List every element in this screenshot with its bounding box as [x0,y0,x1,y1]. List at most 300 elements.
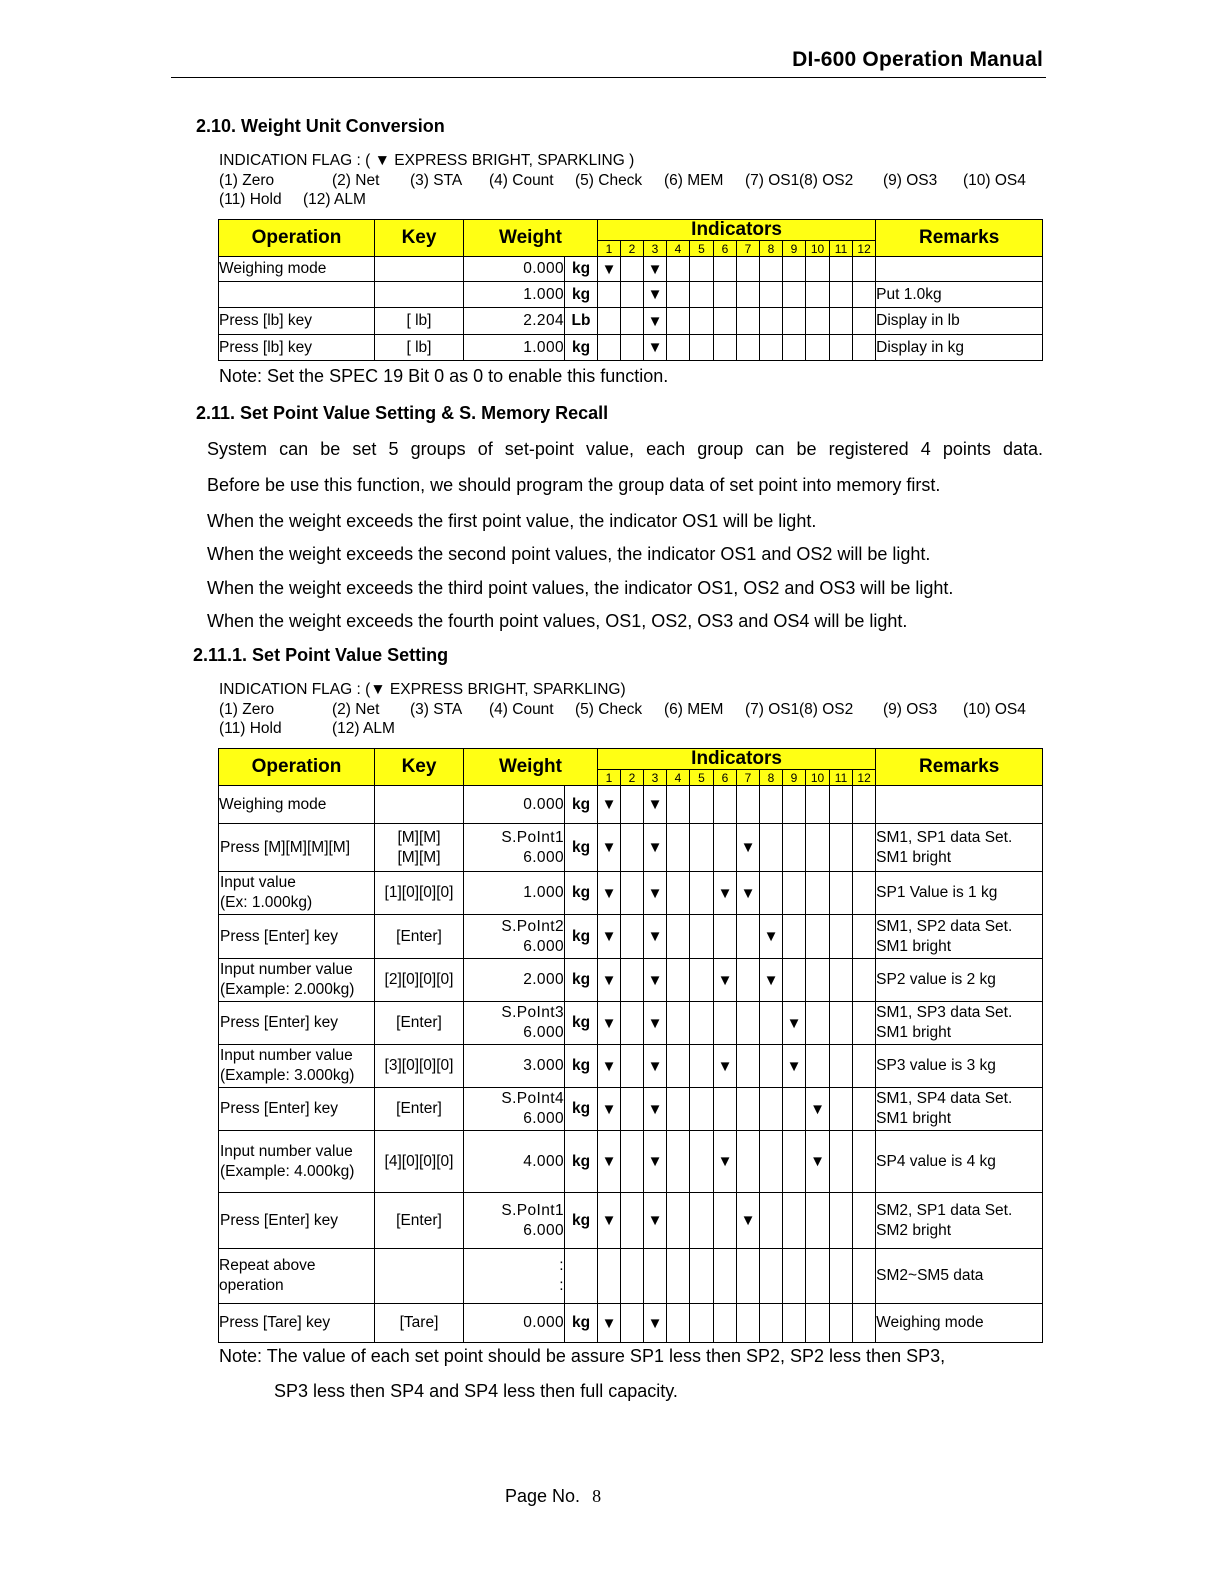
indicator-flag-icon: ▼ [601,1212,617,1229]
indicator-cell [714,1131,737,1193]
indicator-cell [830,959,853,1002]
key-cell-line: [Enter] [396,1100,442,1117]
key-cell-line: [ lb] [406,338,432,356]
operation-cell-line: Press [M][M][M][M] [220,838,351,856]
key-cell-line: [Enter] [396,1014,442,1031]
indicator-cell [667,824,690,872]
indicator-cell [853,282,876,308]
indicator-cell [690,335,714,361]
indicator-cell [621,1002,644,1045]
weight-cell [464,1088,565,1131]
indicator-cell [690,282,714,308]
indicator-cell [644,915,667,959]
weight-cell [464,1131,565,1193]
remarks-cell-line: SM1, SP3 data Set. [876,1004,1013,1021]
indicator-cell [783,335,806,361]
weight-cell [464,1193,565,1249]
indicator-cell [806,1304,830,1343]
weight-cell-line: 2.204 [523,312,564,329]
indicator-cell [830,1045,853,1088]
weight-cell-line: 6.000 [523,1024,564,1041]
indicator-cell [783,915,806,959]
flag-item: (8) OS2 [799,171,854,189]
remarks-cell-line: SM1 bright [876,1110,952,1127]
operation-cell-line: Press [Tare] key [219,1314,331,1331]
operation-cell-line: Press [lb] key [219,338,313,356]
indicator-cell [598,786,621,824]
remarks-cell [876,824,1043,872]
indicator-flag-icon: ▼ [647,1057,663,1075]
indicator-cell [853,1131,876,1193]
indicator-flag-icon: ▼ [647,1153,663,1170]
indicator-cell [806,1249,830,1304]
indicator-cell [714,1045,737,1088]
indicator-cell [737,335,760,361]
indicator-cell [806,282,830,308]
indicator-cell [783,959,806,1002]
indicator-flag-icon: ▼ [647,928,663,945]
indicator-cell [621,1249,644,1304]
indicator-cell [667,282,690,308]
indicator-flag-icon: ▼ [647,1314,663,1332]
indicator-number: 10 [806,770,830,786]
indicator-cell [690,959,714,1002]
indicator-cell [806,959,830,1002]
table-row [219,915,1043,959]
indicator-cell [806,308,830,335]
operation-cell [219,915,375,959]
indicators-header: Indicators [598,220,876,241]
key-cell [375,1304,464,1343]
indicator-flag-icon: ▼ [786,1014,802,1032]
table-row [219,959,1043,1002]
weight-cell-line: S.PoInt4 [501,1090,564,1107]
indicator-cell [690,1193,714,1249]
paragraph: When the weight exceeds the third point values, the indicator OS1, OS2 and OS3 will be light. [207,578,954,598]
indicator-number: 6 [714,770,737,786]
weight-cell [464,872,565,915]
key-cell-line: [ lb] [406,312,432,329]
indicator-cell [644,1045,667,1088]
indicator-cell [760,959,783,1002]
indicator-cell [830,824,853,872]
indicator-cell [806,335,830,361]
indicator-cell [598,1045,621,1088]
indicator-cell [598,872,621,915]
remarks-cell [876,1249,1043,1304]
operation-cell [219,786,375,824]
key-cell-line: [M][M] [397,848,441,866]
weight-cell-line: 0.000 [523,1314,564,1331]
indicator-cell [737,1131,760,1193]
indicator-number: 2 [621,241,644,257]
indicator-cell [737,1304,760,1343]
indicator-cell [644,1193,667,1249]
indicator-cell [853,786,876,824]
indicator-number: 11 [830,241,853,257]
table-row [219,335,1043,361]
section-title-2-11-1: 2.11.1. Set Point Value Setting [193,645,449,665]
indicator-cell [737,1045,760,1088]
indicator-cell [760,1249,783,1304]
indicator-cell [760,1045,783,1088]
unit-cell: kg [565,1088,598,1131]
indicator-cell [806,786,830,824]
remarks-cell-line: SP4 value is 4 kg [876,1152,996,1170]
table-row [219,872,1043,915]
operation-cell [219,872,375,915]
indicator-cell [667,1249,690,1304]
weight-cell-line: 0.000 [523,260,564,277]
indicator-number: 5 [690,770,714,786]
indicator-flag-icon: ▼ [601,1057,617,1075]
remarks-cell [876,1088,1043,1131]
indicator-cell [690,1002,714,1045]
table-row [219,1193,1043,1249]
indicator-cell [690,308,714,335]
indicator-cell [806,257,830,282]
operation-cell [219,282,375,308]
indicator-flag-icon: ▼ [601,1014,617,1032]
unit-cell: kg [565,1045,598,1088]
remarks-cell [876,786,1043,824]
indicator-cell [714,282,737,308]
indicator-cell [760,1304,783,1343]
indicator-number: 1 [598,770,621,786]
table-row [219,282,1043,308]
remarks-cell-line: SP1 Value is 1 kg [876,884,998,901]
indicator-cell [760,335,783,361]
indicator-cell [830,1249,853,1304]
indicator-cell [598,824,621,872]
indicator-cell [760,915,783,959]
indicator-cell [760,1002,783,1045]
indicator-cell [806,1131,830,1193]
indicator-cell [853,1304,876,1343]
indicator-cell [806,1193,830,1249]
indicator-flag-icon: ▼ [647,339,663,356]
indicator-cell [667,1045,690,1088]
flag-item: (12) ALM [303,191,366,208]
indicator-cell [714,1088,737,1131]
indicator-cell [690,1304,714,1343]
key-cell [375,1193,464,1249]
flag-item: (4) Count [489,171,554,189]
indicator-flag-icon: ▼ [601,1314,617,1332]
indicator-cell [830,1131,853,1193]
indicator-flag-icon: ▼ [601,796,617,813]
flag-item: (9) OS3 [883,171,938,189]
unit-cell: kg [565,786,598,824]
indicator-cell [853,872,876,915]
manual-title: DI-600 Operation Manual [792,48,1043,71]
indicator-cell [760,257,783,282]
indicator-cell [667,1088,690,1131]
indicators-header: Indicators [598,749,876,770]
indicator-cell [667,872,690,915]
indicator-cell [737,1088,760,1131]
flag-item: (5) Check [575,700,643,718]
table-row [219,308,1043,335]
operation-cell-line: (Example: 4.000kg) [220,1162,355,1180]
indicator-cell [644,1131,667,1193]
indicator-cell [667,308,690,335]
key-cell [375,257,464,282]
table-row [219,1045,1043,1088]
indicator-cell [598,1304,621,1343]
weight-cell-line: S.PoInt1 [501,1201,564,1219]
set-point-table [218,748,1043,1343]
page-number [505,1486,601,1507]
indicator-cell [783,1304,806,1343]
key-cell [375,959,464,1002]
operation-cell-line: Input value [220,874,296,891]
indicator-flag-icon: ▼ [601,1100,617,1118]
unit-cell: kg [565,1131,598,1193]
indicator-flag-icon: ▼ [717,1057,733,1075]
key-cell-line: [4][0][0][0] [384,1152,454,1170]
key-cell [375,335,464,361]
remarks-cell [876,1002,1043,1045]
indicator-cell [714,824,737,872]
operation-cell-line: Repeat above [219,1257,316,1274]
remarks-cell-line: SM1 bright [876,848,952,866]
indicator-cell [830,257,853,282]
indicator-flag-icon: ▼ [717,971,733,989]
paragraph: When the weight exceeds the fourth point values, OS1, OS2, OS3 and OS4 will be light. [207,611,908,631]
key-cell [375,824,464,872]
indicator-cell [714,1249,737,1304]
indicator-number: 1 [598,241,621,257]
indicator-cell [714,872,737,915]
indicator-cell [690,1131,714,1193]
operation-cell [219,1131,375,1193]
flag-item: (11) Hold [219,191,282,208]
indicator-cell [644,1088,667,1131]
table-row [219,257,1043,282]
indicator-cell [760,1131,783,1193]
weight-cell-line: 6.000 [523,848,564,866]
indicator-cell [621,335,644,361]
remarks-cell [876,1045,1043,1088]
key-cell [375,282,464,308]
indicator-number: 4 [667,770,690,786]
operation-cell-line: Press [Enter] key [220,1100,339,1117]
weight-cell-line: 1.000 [523,285,564,303]
indicator-flag-icon: ▼ [601,260,617,278]
indicator-cell [621,786,644,824]
indicator-cell [853,1193,876,1249]
key-header: Key [375,220,464,257]
indicator-flag-icon: ▼ [763,971,779,989]
indicator-cell [598,1002,621,1045]
indicator-cell [830,915,853,959]
weight-cell-line: : [559,1257,564,1274]
indicator-cell [760,824,783,872]
operation-cell-line: Press [Enter] key [220,1211,339,1229]
weight-cell-line: 6.000 [523,937,564,955]
indicator-cell [690,1088,714,1131]
remarks-header: Remarks [876,220,1043,257]
weight-header: Weight [464,749,598,786]
key-header: Key [375,749,464,786]
unit-cell: Lb [565,308,598,335]
flag-item: (4) Count [489,700,554,718]
weight-cell [464,1045,565,1088]
indicator-cell [621,959,644,1002]
indicator-cell [737,824,760,872]
remarks-cell-line: SM1, SP4 data Set. [876,1090,1013,1107]
key-cell-line: [Enter] [396,1211,442,1229]
flag-item: (6) MEM [664,171,724,189]
indicator-cell [806,824,830,872]
remarks-cell [876,872,1043,915]
operation-cell [219,1002,375,1045]
key-cell [375,1249,464,1304]
indicator-cell [737,1249,760,1304]
table-row [219,1088,1043,1131]
indicator-cell [806,1088,830,1131]
indicator-flag-icon: ▼ [810,1100,825,1118]
flag-item: (9) OS3 [883,700,938,718]
indicator-cell [830,1304,853,1343]
indicator-cell [737,786,760,824]
flag-prefix: INDICATION FLAG : (▼ EXPRESS BRIGHT, SPARKLING) [219,681,626,698]
indicator-cell [621,282,644,308]
indicator-flag-icon: ▼ [647,1212,663,1229]
operation-cell-line: Input number value [220,1142,353,1160]
indicator-cell [830,872,853,915]
indicator-cell [644,308,667,335]
flag-item: (7) OS1 [745,171,800,189]
indicator-cell [806,1045,830,1088]
unit-cell: kg [565,1304,598,1343]
indicator-flag-icon: ▼ [647,312,663,330]
indicator-cell [644,824,667,872]
indicator-cell [644,282,667,308]
indicator-cell [644,1249,667,1304]
key-cell [375,1045,464,1088]
header-divider [171,77,1046,78]
indicator-cell [783,1045,806,1088]
indicator-cell [783,282,806,308]
indicator-cell [760,308,783,335]
unit-cell: kg [565,959,598,1002]
operation-cell-line: Weighing mode [219,260,327,277]
indicator-cell [853,1045,876,1088]
key-cell-line: [2][0][0][0] [384,971,454,988]
indicator-flag-icon: ▼ [647,839,663,856]
note-spec-19: Note: Set the SPEC 19 Bit 0 as 0 to enable this function. [219,366,669,386]
indicator-cell [853,1088,876,1131]
weight-cell-line: : [559,1277,564,1294]
indicator-flag-icon: ▼ [647,971,663,989]
indicator-cell [598,257,621,282]
indicator-cell [644,335,667,361]
weight-cell-line: S.PoInt3 [501,1004,564,1021]
operation-cell-line: Weighing mode [219,795,327,813]
weight-cell-line: 6.000 [523,1110,564,1127]
indicator-number: 8 [760,241,783,257]
indicator-flag-icon: ▼ [647,884,663,902]
operation-cell [219,1304,375,1343]
operation-cell [219,308,375,335]
weight-cell-line: 3.000 [523,1057,564,1074]
indicator-cell [690,872,714,915]
indicator-cell [621,1131,644,1193]
weight-cell-line: 6.000 [523,1221,564,1239]
indicator-cell [598,308,621,335]
weight-cell-line: S.PoInt1 [501,828,564,846]
weight-cell [464,335,565,361]
indicator-cell [667,257,690,282]
indicator-cell [830,1193,853,1249]
indicator-cell [714,1304,737,1343]
weight-cell [464,282,565,308]
indicator-cell [783,1002,806,1045]
indicator-cell [714,1002,737,1045]
indicator-number: 3 [644,770,667,786]
key-cell [375,1088,464,1131]
paragraph: When the weight exceeds the first point value, the indicator OS1 will be light. [207,511,817,531]
weight-cell [464,257,565,282]
indicator-cell [621,257,644,282]
indicator-cell [690,786,714,824]
indicator-flag-icon: ▼ [786,1057,802,1075]
note-set-point-order: Note: The value of each set point should be assure SP1 less then SP2, SP2 less then SP3, [219,1346,946,1366]
operation-cell [219,1088,375,1131]
remarks-cell-line: SM1 bright [876,1024,952,1041]
indicator-flag-icon: ▼ [601,884,617,902]
weight-cell-line: 1.000 [523,884,564,901]
flag-item: (10) OS4 [963,700,1026,718]
unit-cell [565,1249,598,1304]
section-title-2-10: 2.10. Weight Unit Conversion [196,116,445,136]
indicator-cell [760,872,783,915]
indicator-cell [621,872,644,915]
table-row [219,1249,1043,1304]
indicator-cell [737,308,760,335]
indicator-cell [690,1249,714,1304]
indicator-cell [667,1304,690,1343]
indicator-flag-icon: ▼ [601,839,617,856]
indicator-cell [598,282,621,308]
indicator-flag-icon: ▼ [647,1100,663,1118]
page-label: Page No. [505,1486,581,1506]
operation-cell [219,1193,375,1249]
indicator-cell [644,1002,667,1045]
indicator-flag-icon: ▼ [740,1212,756,1229]
indicator-cell [853,1249,876,1304]
table-row [219,1131,1043,1193]
indicator-flag-icon: ▼ [601,1153,617,1170]
indicator-cell [830,282,853,308]
weight-cell-line: 2.000 [523,971,564,988]
indicator-cell [853,335,876,361]
indicator-cell [737,1193,760,1249]
remarks-cell [876,282,1043,308]
flag-item: (12) ALM [332,720,395,737]
unit-cell: kg [565,335,598,361]
unit-cell: kg [565,915,598,959]
indicator-cell [783,824,806,872]
indicator-cell [714,1193,737,1249]
indicator-cell [830,335,853,361]
indicator-cell [783,872,806,915]
weight-cell [464,915,565,959]
indicator-cell [598,959,621,1002]
indicator-cell [853,915,876,959]
